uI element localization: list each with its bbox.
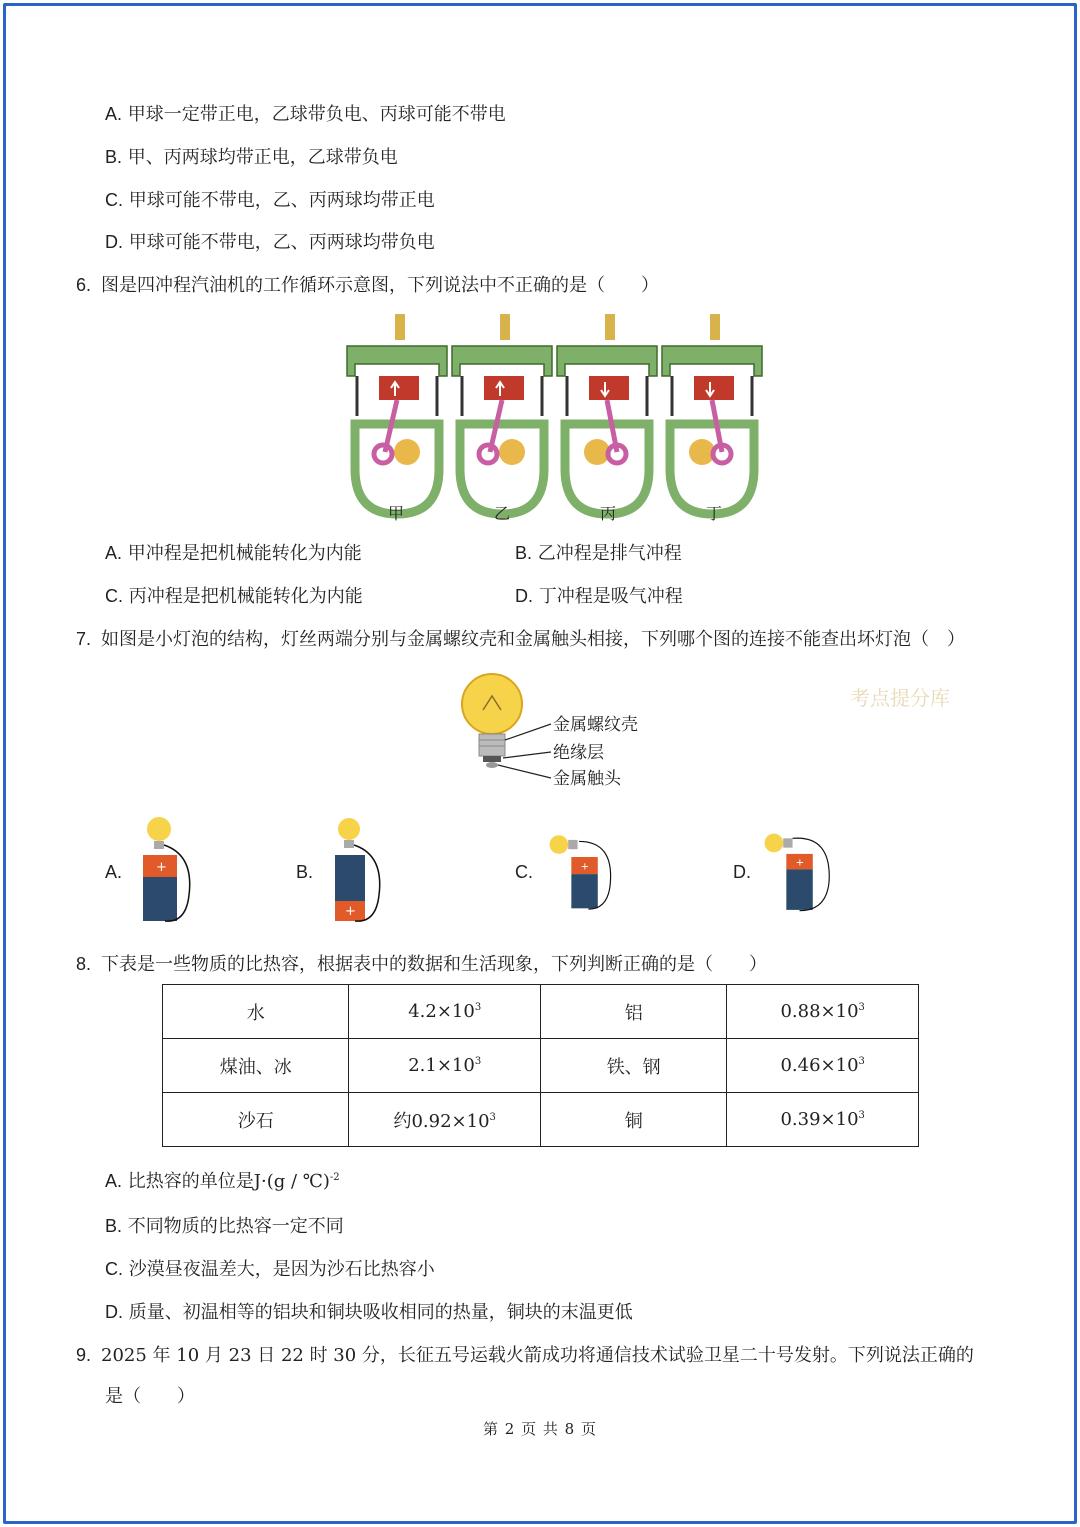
q9-stem-line1 (76, 1343, 974, 1368)
lightbulb-icon (147, 817, 171, 841)
battery-icon (335, 855, 365, 901)
q7-option-a-label: A. (105, 862, 123, 882)
q5-option-c (105, 188, 435, 213)
q7-option-d-label: D. (733, 862, 751, 882)
question-text: 图是四冲程汽油机的工作循环示意图，下列说法中不正确的是（ ） (101, 275, 660, 296)
question-text: 如图是小灯泡的结构，灯丝两端分别与金属螺纹壳和金属触头相接，下列哪个图的连接不能查出坏灯泡（ ） (101, 629, 966, 650)
table-cell: $2.1\times 10^3$ (349, 1039, 541, 1093)
option-label: D. (105, 232, 123, 252)
q8-option-b (105, 1214, 344, 1239)
option-text: 甲冲程是把机械能转化为内能 (127, 543, 362, 564)
q8-option-d (105, 1300, 633, 1325)
table-cell: 铁、钢 (540, 1039, 726, 1093)
q5-option-b (105, 145, 398, 170)
engine-bing (557, 314, 657, 514)
engine-yi (452, 314, 552, 514)
spark-plug-icon (710, 314, 720, 340)
svg-text:+: + (156, 860, 167, 875)
watermark-text: 考点提分库 (850, 686, 950, 710)
battery-circuit-d (763, 815, 833, 927)
option-label: C. (105, 190, 123, 210)
table-cell: $0.88\times 10^3$ (727, 985, 919, 1039)
option-label: C. (105, 586, 123, 606)
unit-formula: J·(g / ℃) (253, 1171, 330, 1192)
piston-icon (589, 376, 629, 400)
table-cell: 铝 (540, 985, 726, 1039)
specific-heat-table (162, 984, 919, 1147)
option-text: 甲球可能不带电，乙、丙两球均带负电 (128, 232, 435, 253)
battery-circuit-c (548, 815, 618, 927)
battery-circuit-a (135, 815, 205, 927)
q6-option-b (515, 541, 682, 566)
engine-ding (662, 314, 762, 514)
q8-stem (76, 952, 767, 977)
lightbulb-icon (338, 818, 360, 840)
option-label: D. (515, 586, 533, 606)
spark-plug-icon (605, 314, 615, 340)
lightbulb-icon (550, 835, 569, 854)
option-label: A. (105, 1171, 123, 1191)
q6-stem (76, 273, 659, 298)
question-number: 9. (76, 1345, 92, 1365)
unit-exponent: -2 (329, 1172, 340, 1183)
lightbulb-icon (462, 674, 522, 734)
option-label: A. (105, 104, 123, 124)
option-label: B. (515, 543, 533, 563)
question-text: 下表是一些物质的比热容，根据表中的数据和生活现象，下列判断正确的是（ ） (101, 954, 768, 975)
bulb-label-insulation: 绝缘层 (553, 743, 604, 763)
option-text: 甲、丙两球均带正电，乙球带负电 (127, 147, 398, 168)
spark-plug-icon (500, 314, 510, 340)
table-cell: 约$0.92\times 10^3$ (349, 1093, 541, 1147)
engine-jia (347, 314, 447, 514)
q5-option-a (105, 102, 506, 127)
q8-option-a (105, 1166, 340, 1194)
option-text: 沙漠昼夜温差大，是因为沙石比热容小 (128, 1259, 435, 1280)
figure-label-ding: 丁 (706, 504, 723, 523)
watermark (790, 668, 990, 728)
engine-cycle-figure (340, 312, 770, 526)
option-text: 比热容的单位是 (127, 1171, 254, 1192)
lightbulb-icon (765, 834, 784, 853)
q7-option-b-label: B. (296, 862, 314, 882)
bulb-label-screw-shell: 金属螺纹壳 (553, 715, 638, 735)
option-label: C. (105, 1259, 123, 1279)
svg-text:+: + (795, 857, 805, 869)
question-text: 2025 年 10 月 23 日 22 时 30 分，长征五号运载火箭成功将通信技术试验卫星二十号发射。下列说法正确的 (101, 1345, 974, 1366)
q9-stem-line2: 是（ ） (105, 1386, 195, 1407)
spark-plug-icon (395, 314, 405, 340)
option-text: 甲球一定带正电，乙球带负电、丙球可能不带电 (127, 104, 506, 125)
table-cell: $0.39\times 10^3$ (727, 1093, 919, 1147)
q6-option-a (105, 541, 362, 566)
table-row (163, 1039, 919, 1093)
figure-label-jia: 甲 (388, 504, 405, 523)
option-label: A. (105, 543, 123, 563)
battery-circuit-b (325, 815, 395, 927)
q7-stem (76, 627, 965, 652)
q6-option-c (105, 584, 363, 609)
option-text: 甲球可能不带电，乙、丙两球均带正电 (128, 190, 435, 211)
option-text: 乙冲程是排气冲程 (537, 543, 682, 564)
svg-text:+: + (345, 904, 356, 919)
question-number: 6. (76, 275, 92, 295)
q7-option-c-label: C. (515, 862, 533, 882)
table-cell: 沙石 (163, 1093, 349, 1147)
option-text: 不同物质的比热容一定不同 (127, 1216, 344, 1237)
page-footer: 第 2 页 共 8 页 (483, 1420, 597, 1438)
question-number: 7. (76, 629, 92, 649)
piston-icon (694, 376, 734, 400)
option-label: B. (105, 147, 123, 167)
table-row (163, 1093, 919, 1147)
q6-option-d (515, 584, 683, 609)
figure-label-bing: 丙 (600, 504, 617, 523)
figure-label-yi: 乙 (494, 504, 511, 523)
option-text: 丁冲程是吸气冲程 (538, 586, 683, 607)
table-cell: $0.46\times 10^3$ (727, 1039, 919, 1093)
q5-option-d (105, 230, 435, 255)
option-text: 质量、初温相等的铝块和铜块吸收相同的热量，铜块的末温更低 (128, 1302, 633, 1323)
table-cell: 铜 (540, 1093, 726, 1147)
bulb-label-contact: 金属触头 (553, 769, 621, 789)
table-cell: $4.2\times 10^3$ (349, 985, 541, 1039)
svg-text:+: + (580, 861, 590, 873)
option-label: D. (105, 1302, 123, 1322)
q8-option-c (105, 1257, 435, 1282)
option-text: 丙冲程是把机械能转化为内能 (128, 586, 363, 607)
table-cell: 煤油、冰 (163, 1039, 349, 1093)
option-label: B. (105, 1216, 123, 1236)
table-cell: 水 (163, 985, 349, 1039)
table-row (163, 985, 919, 1039)
question-number: 8. (76, 954, 92, 974)
